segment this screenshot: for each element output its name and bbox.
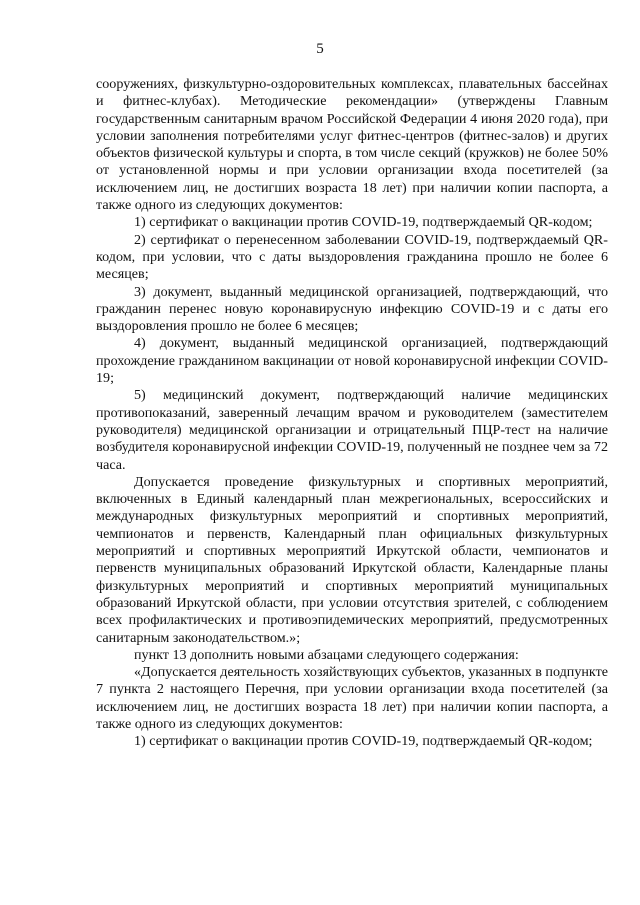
list-item-4: 4) документ, выданный медицинской организацией, подтверждающий прохождение гражданином вакцинации от новой коронавирусной инфекции COVID-19; — [96, 335, 608, 387]
page-number: 5 — [316, 41, 324, 57]
list-item-2: 2) сертификат о перенесенном заболевании COVID-19, подтверждаемый QR-кодом, при условии, что с даты выздоровления гражданина прошло не более 6 месяцев; — [96, 231, 608, 283]
document-body — [96, 76, 608, 751]
paragraph-business-activity: «Допускается деятельность хозяйствующих субъектов, указанных в подпункте 7 пункта 2 настоящего Перечня, при условии организации входа посетителей (за исключением лиц, не достигших возраста 18 лет) при наличии копии паспорта, а также одного из следующих документов: — [96, 664, 608, 732]
list-item-5: 5) медицинский документ, подтверждающий наличие медицинских противопоказаний, заверенный лечащим врачом и руководителем (заместителем руководителя) медицинской организации и отрицательный ПЦР-тест на наличие возбудителя коронавирусной инфекции COVID-19, полученный не позднее чем за 72 часа. — [96, 387, 608, 473]
list-item-1-repeat: 1) сертификат о вакцинации против COVID-19, подтверждаемый QR-кодом; — [134, 733, 593, 750]
list-item-1: 1) сертификат о вакцинации против COVID-19, подтверждаемый QR-кодом; — [134, 214, 593, 231]
paragraph-continuation: сооружениях, физкультурно-оздоровительных комплексах, плавательных бассейнах и фитнес-клубах). Методические рекомендации» (утверждены Главным государственным санитарным врачом Российской Федерации 4 июня 2020 года), при условии заполнения потребителями услуг фитнес-центров (фитнес-залов) и других объектов физической культуры и спорта, в том числе секций (кружков) не более 50% от установленной нормы и при условии организации входа посетителей (за исключением лиц, не достигших возраста 18 лет) при наличии копии паспорта, а также одного из следующих документов: — [96, 76, 608, 214]
paragraph-item-13: пункт 13 дополнить новыми абзацами следующего содержания: — [134, 646, 519, 663]
list-item-3: 3) документ, выданный медицинской организацией, подтверждающий, что гражданин перенес новую коронавирусную инфекцию COVID-19 и с даты его выздоровления прошло не более 6 месяцев; — [96, 283, 608, 335]
paragraph-sports-events: Допускается проведение физкультурных и спортивных мероприятий, включенных в Единый календарный план межрегиональных, всероссийских и международных физкультурных мероприятий и спортивных мероприятий, чемпионатов и первенств, Календарный план официальных физкультурных мероприятий и спортивных мероприятий Иркутской области, чемпионатов и первенств муниципальных образований Иркутской области, Календарные планы физкультурных мероприятий и спортивных мероприятий муниципальных образований Иркутской области, при условии отсутствия зрителей, с соблюдением всех профилактических и противоэпидемических мероприятий, предусмотренных санитарным законодательством.»; — [96, 473, 608, 646]
